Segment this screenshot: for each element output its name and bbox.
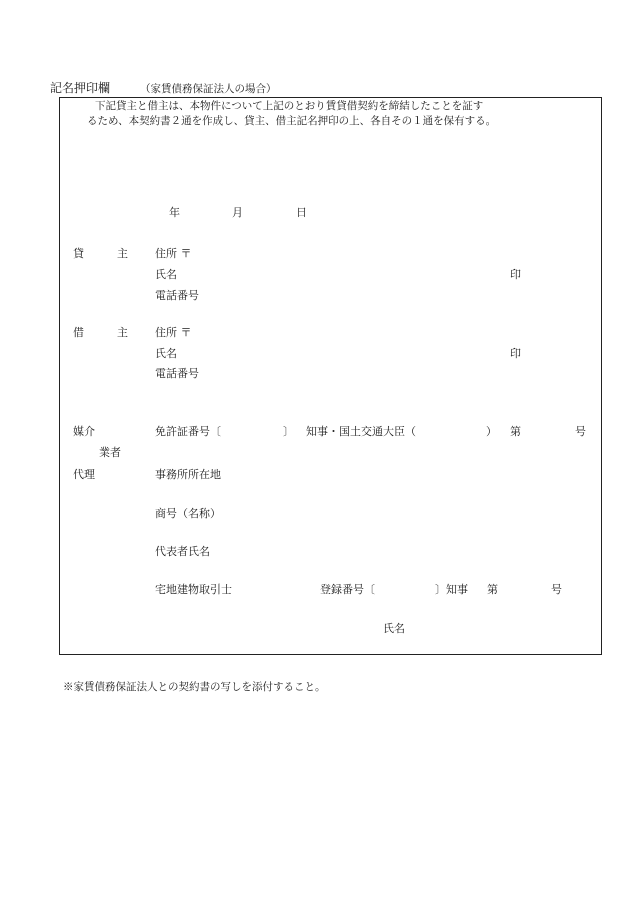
lessor-seal-mark: 印 (510, 268, 521, 281)
agent-name-label: 氏名 (383, 622, 405, 635)
lessor-name-label: 氏名 (155, 268, 177, 281)
lessee-label: 借 主 (73, 326, 128, 339)
trade-name-label: 商号（名称） (155, 507, 221, 520)
license-bracket-close: 〕 (283, 425, 294, 438)
intro-line-2: るため、本契約書２通を作成し、貸主、借主記名押印の上、各自その１通を保有する。 (87, 115, 497, 127)
date-year-label: 年 (169, 206, 180, 219)
license-authority-label: 知事・国土交通大臣（ (306, 425, 416, 438)
broker-label-line1: 媒介 (73, 425, 95, 438)
lessee-phone-label: 電話番号 (155, 367, 199, 380)
lessee-address-label: 住所 〒 (155, 326, 192, 339)
representative-name-label: 代表者氏名 (155, 545, 210, 558)
date-month-label: 月 (232, 206, 243, 219)
registration-dai-label: 第 (487, 583, 498, 596)
registration-governor-label: 〕知事 (435, 583, 468, 596)
lessee-name-label: 氏名 (155, 347, 177, 360)
broker-label-line3: 代理 (73, 468, 95, 481)
section-title: 記名押印欄 (50, 81, 111, 95)
license-authority-close: ） (486, 425, 497, 438)
registration-number-label: 登録番号〔 (320, 583, 375, 596)
office-address-label: 事務所所在地 (155, 468, 221, 481)
broker-label-line2: 業者 (99, 446, 121, 459)
license-number-label: 免許証番号〔 (155, 425, 221, 438)
lessee-seal-mark: 印 (510, 347, 521, 360)
license-go-label: 号 (575, 425, 586, 438)
intro-line-1: 下記貸主と借主は、本物件について上記のとおり賃貸借契約を締結したことを証す (95, 100, 484, 112)
lessor-phone-label: 電話番号 (155, 289, 199, 302)
lessor-label: 貸 主 (73, 247, 128, 260)
footnote: ※家賃債務保証法人との契約書の写しを添付すること。 (63, 681, 326, 693)
signature-box (59, 97, 602, 655)
lessor-address-label: 住所 〒 (155, 247, 192, 260)
licensed-agent-label: 宅地建物取引士 (155, 583, 232, 596)
date-day-label: 日 (296, 206, 307, 219)
license-dai-label: 第 (510, 425, 521, 438)
section-subtitle: （家賃債務保証法人の場合） (140, 83, 277, 95)
registration-go-label: 号 (551, 583, 562, 596)
